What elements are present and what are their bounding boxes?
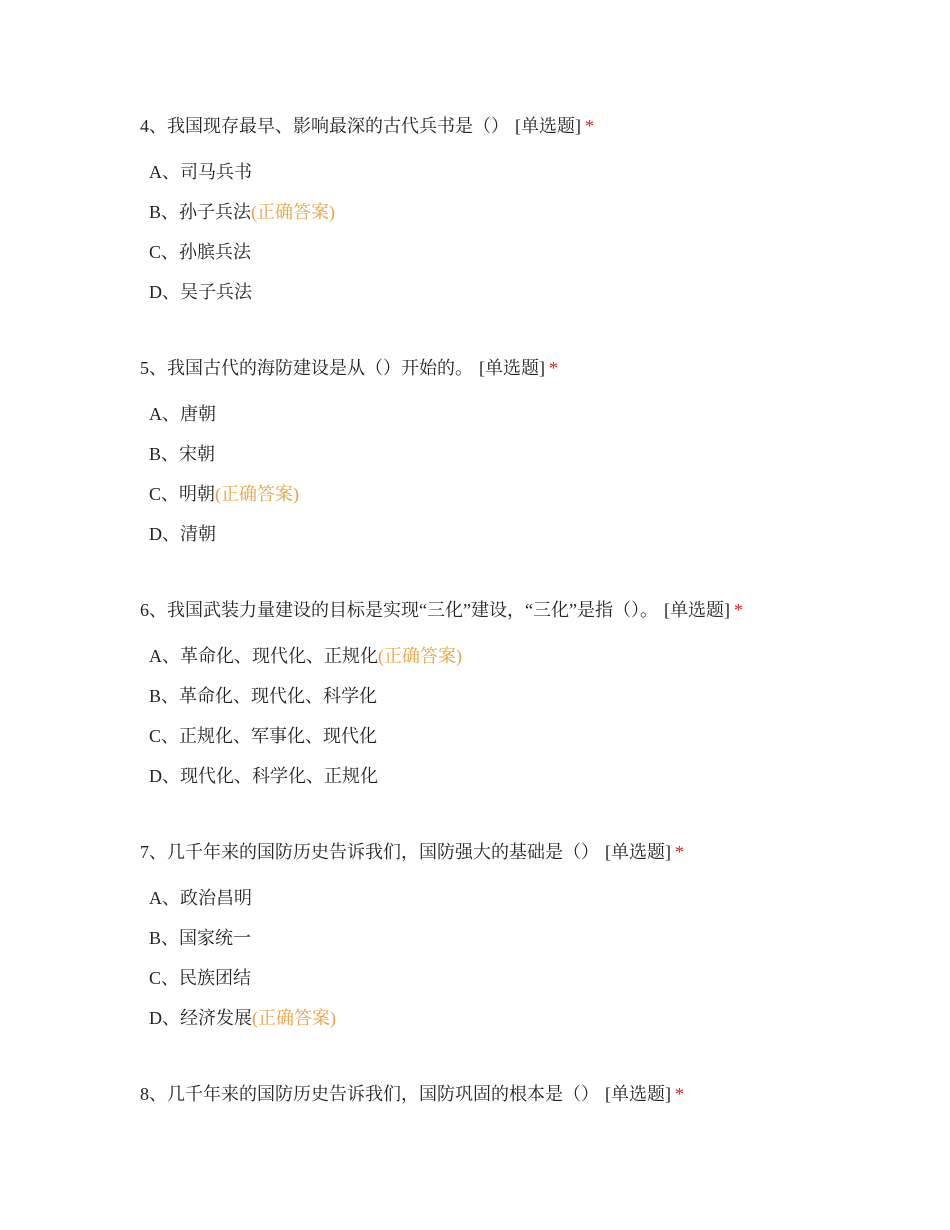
correct-answer-mark: (正确答案) [251, 202, 336, 222]
required-marker: * [675, 842, 684, 862]
question-title [140, 356, 920, 380]
options-list [140, 644, 920, 788]
option-d [149, 280, 920, 304]
question-type-tag: [单选题] [479, 358, 545, 378]
options-list [140, 402, 920, 546]
option-a [149, 402, 920, 426]
option-text: C、明朝 [149, 484, 216, 504]
option-text: A、政治昌明 [149, 888, 252, 908]
option-text: B、宋朝 [149, 444, 216, 464]
required-marker: * [675, 1084, 684, 1104]
option-d [149, 1006, 920, 1030]
question-text: 8、几千年来的国防历史告诉我们，国防巩固的根本是（） [140, 1084, 599, 1104]
option-text: A、司马兵书 [149, 162, 252, 182]
required-marker: * [585, 116, 594, 136]
option-b [149, 200, 920, 224]
correct-answer-mark: (正确答案) [215, 484, 300, 504]
question-6 [140, 598, 920, 788]
question-title [140, 114, 920, 138]
question-type-tag: [单选题] [663, 600, 730, 620]
option-text: B、孙子兵法 [149, 202, 252, 222]
question-title [140, 840, 920, 864]
option-text: C、正规化、军事化、现代化 [149, 726, 378, 746]
required-marker: * [549, 358, 558, 378]
option-text: D、吴子兵法 [149, 282, 252, 302]
question-5 [140, 356, 920, 546]
option-b [149, 442, 920, 466]
question-text: 7、几千年来的国防历史告诉我们，国防强大的基础是（） [140, 842, 599, 862]
question-7 [140, 840, 920, 1030]
options-list [140, 160, 920, 304]
question-title [140, 1082, 920, 1106]
option-b [149, 926, 920, 950]
option-text: C、民族团结 [149, 968, 252, 988]
option-b [149, 684, 920, 708]
options-list [140, 886, 920, 1030]
option-c [149, 724, 920, 748]
option-text: B、革命化、现代化、科学化 [149, 686, 378, 706]
option-text: A、唐朝 [149, 404, 216, 424]
option-text: C、孙膑兵法 [149, 242, 252, 262]
question-title [140, 598, 920, 622]
required-marker: * [733, 600, 743, 620]
option-d [149, 522, 920, 546]
question-type-tag: [单选题] [515, 116, 581, 136]
question-text: 5、我国古代的海防建设是从（）开始的。 [140, 358, 473, 378]
question-4 [140, 114, 920, 304]
question-text: 6、我国武装力量建设的目标是实现“三化”建设，“三化”是指（）。 [140, 600, 658, 620]
correct-answer-mark: (正确答案) [252, 1008, 336, 1028]
option-c [149, 966, 920, 990]
question-8 [140, 1082, 920, 1106]
option-text: D、现代化、科学化、正规化 [149, 766, 378, 786]
option-a [149, 886, 920, 910]
question-type-tag: [单选题] [605, 1084, 671, 1104]
option-c [149, 240, 920, 264]
question-type-tag: [单选题] [605, 842, 671, 862]
option-c [149, 482, 920, 506]
option-a [149, 160, 920, 184]
question-text: 4、我国现存最早、影响最深的古代兵书是（） [140, 116, 509, 136]
option-a [149, 644, 920, 668]
option-text: D、清朝 [149, 524, 216, 544]
option-text: D、经济发展 [149, 1008, 252, 1028]
correct-answer-mark: (正确答案) [378, 646, 462, 666]
option-text: A、革命化、现代化、正规化 [149, 646, 378, 666]
option-text: B、国家统一 [149, 928, 252, 948]
option-d [149, 764, 920, 788]
